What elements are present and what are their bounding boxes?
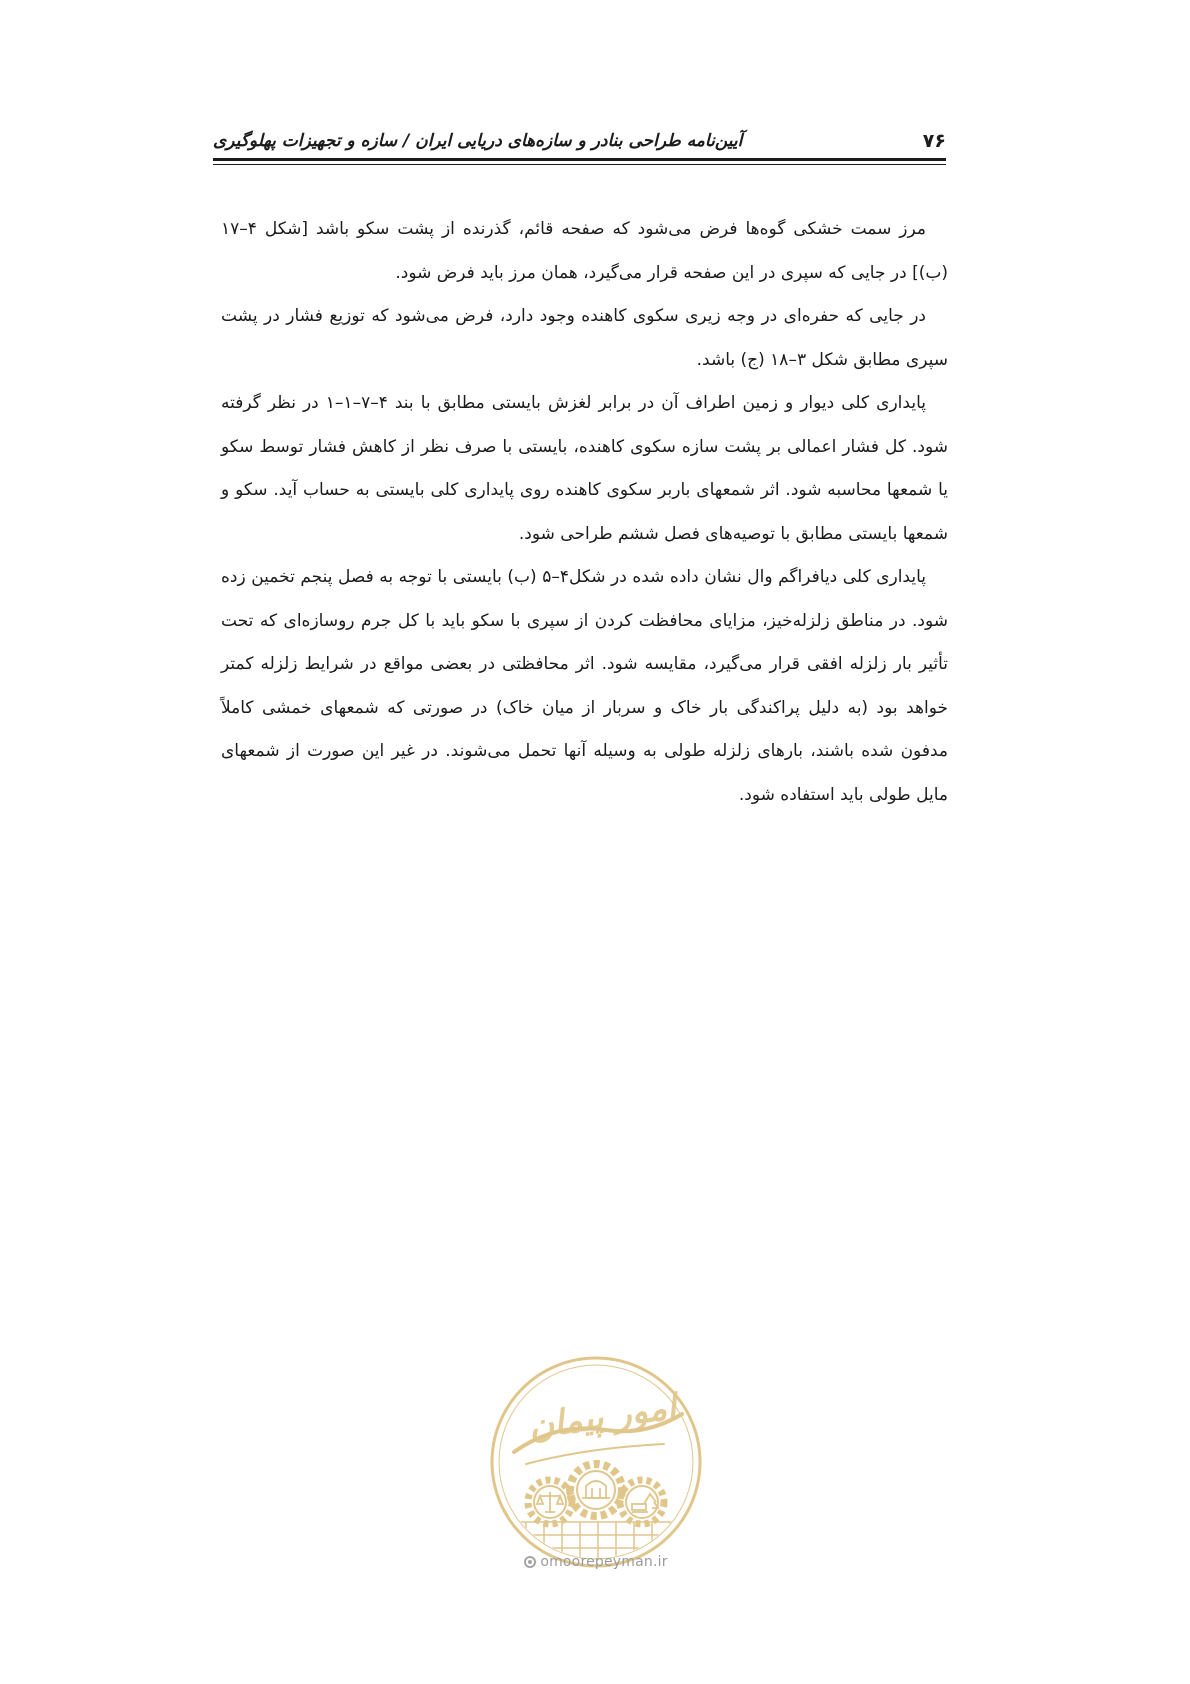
watermark-url — [486, 1551, 706, 1573]
header-rule-thin — [213, 164, 946, 165]
paragraph: مرز سمت خشکی گوه‌ها فرض می‌شود که صفحه قائم، گذرنده از پشت سکو باشد [شکل ۴–۱۷ (ب)] در جایی که سپری در این صفحه قرار می‌گیرد، همان مرز باید فرض شود. — [221, 219, 948, 283]
gear-icon — [570, 1464, 622, 1516]
gear-icon — [620, 1480, 664, 1524]
header-rule-thick — [213, 158, 946, 161]
paragraph: پایداری کلی دیوار و زمین اطراف آن در برابر لغزش بایستی مطابق با بند ۴–۷–۱–۱ در نظر گرفته شود. کل فشار اعمالی بر پشت سازه سکوی کاهنده، بایستی با صرف نظر از کاهش فشار توسط سکو یا شمعها محاسبه شود. اثر شمعهای باربر سکوی کاهنده روی پایداری کلی بایستی به حساب آید. سکو و شمعها بایستی مطابق با توصیه‌های فصل ششم طراحی شود. — [221, 393, 948, 544]
paragraph: پایداری کلی دیافراگم وال نشان داده شده در شکل۴–۵ (ب) بایستی با توجه به فصل پنجم تخمین زده شود. در مناطق زلزله‌خیز، مزایای محافظت کردن از سپری با سکو باید با کل جرم روسازه‌ای که تحت تأثیر بار زلزله افقی قرار می‌گیرد، مقایسه شود. اثر محافظتی در بعضی مواقع در شرایط زلزله کمتر خواهد بود (به دلیل پراکندگی بار خاک و سربار از میان خاک) در صورتی که شمعهای خمشی کاملاً مدفون شده باشند، بارهای زلزله طولی به وسیله آنها تحمل می‌شوند. در غیر این صورت از شمعهای مایل طولی باید استفاده شود. — [221, 567, 948, 805]
logo-lettering: امور پیمان — [526, 1386, 679, 1448]
logo-mark-icon — [524, 1556, 536, 1568]
page-header — [213, 126, 946, 156]
page-number: ۷۶ — [922, 130, 946, 152]
running-title: آیین‌نامه طراحی بنادر و سازه‌های دریایی ایران / سازه و تجهیزات پهلوگیری — [213, 131, 743, 151]
watermark-logo — [486, 1352, 706, 1572]
website-url: omoorepeyman.ir — [540, 1554, 668, 1570]
paragraph: در جایی که حفره‌ای در وجه زیری سکوی کاهنده وجود دارد، فرض می‌شود که توزیع فشار در پشت سپری مطابق شکل ۳–۱۸ (ج) باشد. — [221, 306, 948, 370]
body-text — [221, 208, 948, 817]
